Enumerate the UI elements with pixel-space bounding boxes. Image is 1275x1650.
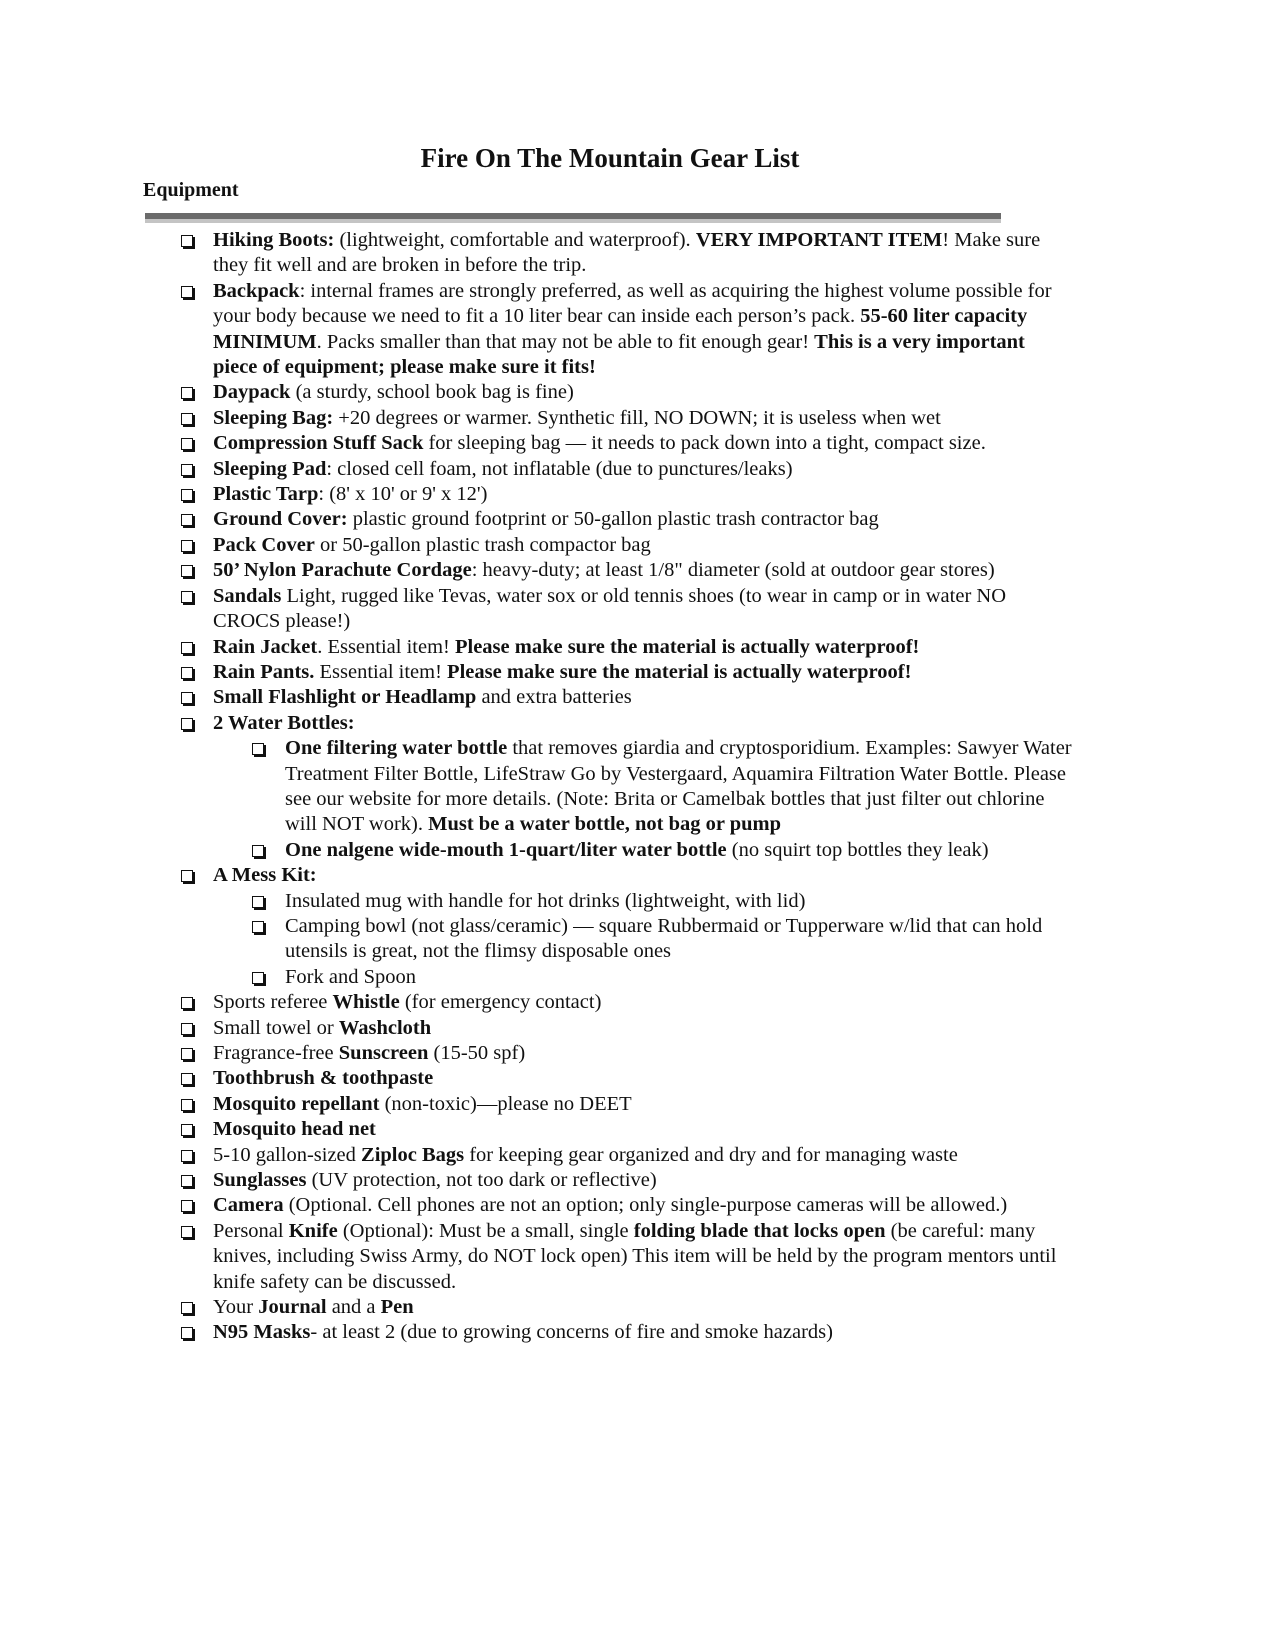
- item-bold-text: A Mess Kit:: [213, 864, 317, 887]
- item-bold-text: One nalgene wide-mouth 1-quart/liter water bottle: [285, 838, 727, 861]
- item-bold-text: folding blade that locks open: [633, 1219, 886, 1242]
- checkbox-icon[interactable]: [181, 489, 193, 501]
- checkbox-icon[interactable]: [252, 972, 264, 984]
- item-bold-text: This is a very important piece of equipment; please make sure it fits!: [213, 330, 1025, 379]
- checkbox-icon[interactable]: [181, 1023, 193, 1035]
- item-text: and a: [326, 1296, 381, 1319]
- list-item: [0, 1092, 1073, 1117]
- checkbox-icon[interactable]: [181, 438, 193, 450]
- item-text: and extra batteries: [476, 686, 632, 709]
- item-text: +20 degrees or warmer. Synthetic fill, NO DOWN; it is useless when wet: [333, 406, 941, 429]
- checkbox-icon[interactable]: [181, 464, 193, 476]
- item-text: Your: [213, 1296, 259, 1319]
- item-bold-text: Sleeping Bag:: [213, 406, 334, 429]
- checkbox-icon[interactable]: [181, 514, 193, 526]
- list-item: [0, 558, 1073, 583]
- item-text: plastic ground footprint or 50-gallon plastic trash contractor bag: [347, 508, 879, 531]
- list-item: [0, 711, 1073, 736]
- item-bold-text: Backpack: [213, 279, 300, 302]
- item-text: Personal: [213, 1219, 289, 1242]
- item-text: : internal frames are strongly preferred, as well as acquiring the highest volume possible for your body because we need to fit a 10 liter bear can inside each person’s pack.: [213, 279, 1052, 328]
- sub-list-item: [0, 965, 1073, 990]
- item-text: (be careful: many knives, including Swiss Army, do NOT lock open) This item will be held by the program mentors until knife safety can be discussed.: [213, 1219, 1057, 1293]
- item-bold-text: Camera: [213, 1194, 284, 1217]
- item-bold-text: 55-60 liter capacity MINIMUM: [213, 305, 1028, 353]
- checkbox-icon[interactable]: [181, 1226, 193, 1238]
- list-item: [0, 406, 1073, 431]
- item-text: (UV protection, not too dark or reflective): [306, 1169, 657, 1192]
- item-bold-text: Sandals: [213, 584, 282, 607]
- sub-list-item: [0, 914, 1073, 965]
- list-item: [0, 685, 1073, 710]
- list-item: [0, 1295, 1073, 1320]
- item-text: : heavy-duty; at least 1/8" diameter (sold at outdoor gear stores): [471, 559, 995, 582]
- item-text: (15-50 spf): [428, 1042, 526, 1064]
- item-bold-text: Daypack: [213, 381, 291, 404]
- checkbox-icon[interactable]: [181, 1048, 193, 1060]
- item-text: Fragrance-free: [213, 1042, 339, 1064]
- item-bold-text: Plastic Tarp: [213, 483, 319, 506]
- checkbox-icon[interactable]: [181, 1175, 193, 1187]
- item-text: Essential item!: [314, 660, 448, 683]
- checkbox-icon[interactable]: [181, 591, 193, 603]
- checkbox-icon[interactable]: [252, 845, 264, 857]
- item-text: Camping bowl (not glass/ceramic) — square Rubbermaid or Tupperware w/lid that can hold utensils is great, not the flimsy disposable ones: [285, 914, 1043, 963]
- item-bold-text: Journal: [258, 1296, 327, 1319]
- item-bold-text: Washcloth: [338, 1016, 432, 1039]
- item-bold-text: Please make sure the material is actually waterproof!: [447, 660, 912, 683]
- item-bold-text: Ziploc Bags: [361, 1143, 465, 1166]
- item-bold-text: Rain Pants.: [213, 660, 315, 683]
- item-text: (Optional): Must be a small, single: [337, 1219, 634, 1242]
- item-bold-text: Sleeping Pad: [213, 457, 327, 480]
- item-text: Sports referee: [213, 991, 333, 1014]
- list-item: [0, 635, 1073, 660]
- item-text: : closed cell foam, not inflatable (due to punctures/leaks): [326, 457, 793, 480]
- checkbox-icon[interactable]: [181, 1099, 193, 1111]
- checkbox-icon[interactable]: [181, 565, 193, 577]
- item-bold-text: N95 Masks: [213, 1321, 311, 1344]
- list-item: [0, 279, 1073, 381]
- item-bold-text: Compression Stuff Sack: [213, 432, 424, 455]
- list-item: [0, 660, 1073, 685]
- sub-list-item: [0, 736, 1073, 838]
- item-text: (a sturdy, school book bag is fine): [290, 381, 574, 404]
- item-text: that removes giardia and cryptosporidium. Examples: Sawyer Water Treatment Filter Bottle, LifeStraw Go by Vestergaard, Aquamira Filtration Water Bottle. Please see our website for more details. (Note: Brita or Camelbak bottles that just filter out chlorine will NOT work).: [285, 737, 1072, 836]
- item-text: for sleeping bag — it needs to pack down into a tight, compact size.: [423, 432, 986, 455]
- item-bold-text: Sunglasses: [213, 1169, 307, 1192]
- item-bold-text: Mosquito repellant: [213, 1092, 380, 1115]
- checkbox-icon[interactable]: [181, 413, 193, 425]
- checkbox-icon[interactable]: [181, 286, 193, 298]
- list-item: [0, 1016, 1073, 1041]
- item-bold-text: Please make sure the material is actually waterproof!: [454, 635, 920, 658]
- item-bold-text: VERY IMPORTANT ITEM: [695, 229, 943, 251]
- item-text: . Packs smaller than that may not be able to fit enough gear!: [316, 330, 815, 353]
- item-text: - at least 2 (due to growing concerns of fire and smoke hazards): [310, 1321, 833, 1344]
- checkbox-icon[interactable]: [181, 387, 193, 399]
- item-bold-text: Mosquito head net: [213, 1118, 376, 1141]
- item-text: (lightweight, comfortable and waterproof).: [334, 229, 696, 251]
- checkbox-icon[interactable]: [181, 1124, 193, 1136]
- checkbox-icon[interactable]: [252, 896, 264, 908]
- checkbox-icon[interactable]: [252, 743, 264, 755]
- list-item: [0, 1117, 1073, 1142]
- item-text: : (8' x 10' or 9' x 12'): [318, 483, 488, 506]
- item-bold-text: Toothbrush & toothpaste: [213, 1067, 434, 1090]
- checkbox-icon[interactable]: [181, 540, 193, 552]
- item-bold-text: Rain Jacket: [213, 635, 318, 658]
- item-text: (no squirt top bottles they leak): [726, 838, 989, 861]
- list-item: [0, 380, 1073, 405]
- item-text: (Optional. Cell phones are not an option; only single-purpose cameras will be allowed.): [283, 1194, 1008, 1217]
- item-text: Small towel or: [213, 1016, 339, 1039]
- checkbox-icon[interactable]: [181, 718, 193, 730]
- list-item: [0, 1041, 1073, 1066]
- item-text: 5-10 gallon-sized: [213, 1143, 362, 1166]
- item-text: Insulated mug with handle for hot drinks (lightweight, with lid): [285, 889, 806, 912]
- list-item: [0, 1219, 1073, 1295]
- list-item: [0, 863, 1073, 888]
- item-text: (non-toxic)—please no DEET: [379, 1092, 632, 1115]
- checkbox-icon[interactable]: [181, 1327, 193, 1339]
- item-bold-text: Must be a water bottle, not bag or pump: [428, 813, 781, 836]
- list-item: [0, 228, 1073, 279]
- checkbox-icon[interactable]: [252, 921, 264, 933]
- gear-checklist: [0, 228, 1073, 1346]
- checkbox-icon[interactable]: [181, 1073, 193, 1085]
- item-bold-text: Hiking Boots:: [213, 229, 335, 251]
- list-item: [0, 457, 1073, 482]
- checkbox-icon[interactable]: [181, 667, 193, 679]
- list-item: [0, 1193, 1073, 1218]
- item-bold-text: Knife: [288, 1219, 338, 1242]
- list-item: [0, 1066, 1073, 1091]
- list-item: [0, 584, 1073, 635]
- item-bold-text: One filtering water bottle: [285, 737, 508, 760]
- list-item: [0, 1168, 1073, 1193]
- section-heading: Equipment: [143, 179, 239, 201]
- checkbox-icon[interactable]: [181, 997, 193, 1009]
- list-item: [0, 533, 1073, 558]
- list-item: [0, 507, 1073, 532]
- checkbox-icon[interactable]: [181, 235, 193, 247]
- list-item: [0, 431, 1073, 456]
- item-text: Light, rugged like Tevas, water sox or old tennis shoes (to wear in camp or in water NO CROCS please!): [213, 584, 1007, 633]
- checkbox-icon[interactable]: [181, 1150, 193, 1162]
- item-bold-text: Whistle: [332, 991, 400, 1014]
- item-bold-text: Pen: [380, 1296, 414, 1319]
- item-text: (for emergency contact): [399, 991, 602, 1014]
- page-title: Fire On The Mountain Gear List: [420, 143, 800, 173]
- checkbox-icon[interactable]: [181, 1200, 193, 1212]
- checkbox-icon[interactable]: [181, 692, 193, 704]
- sub-list-item: [0, 838, 1073, 863]
- checkbox-icon[interactable]: [181, 1302, 193, 1314]
- item-bold-text: 50’ Nylon Parachute Cordage: [213, 559, 472, 582]
- list-item: [0, 1143, 1073, 1168]
- checkbox-icon[interactable]: [181, 642, 193, 654]
- list-item: [0, 990, 1073, 1015]
- list-item: [0, 1320, 1073, 1345]
- item-bold-text: Small Flashlight or Headlamp: [213, 686, 477, 709]
- item-bold-text: Ground Cover:: [213, 508, 348, 531]
- item-text: Fork and Spoon: [285, 965, 416, 988]
- item-bold-text: 2 Water Bottles:: [213, 711, 355, 734]
- item-text: or 50-gallon plastic trash compactor bag: [314, 533, 651, 556]
- item-bold-text: Pack Cover: [213, 533, 315, 556]
- item-text: for keeping gear organized and dry and for managing waste: [464, 1143, 958, 1166]
- checkbox-icon[interactable]: [181, 870, 193, 882]
- item-bold-text: Sunscreen: [338, 1042, 429, 1064]
- item-text: ! Make sure they fit well and are broken in before the trip.: [213, 229, 1041, 277]
- sub-list-item: [0, 889, 1073, 914]
- item-text: . Essential item!: [317, 635, 455, 658]
- section-divider: [145, 213, 1001, 223]
- list-item: [0, 482, 1073, 507]
